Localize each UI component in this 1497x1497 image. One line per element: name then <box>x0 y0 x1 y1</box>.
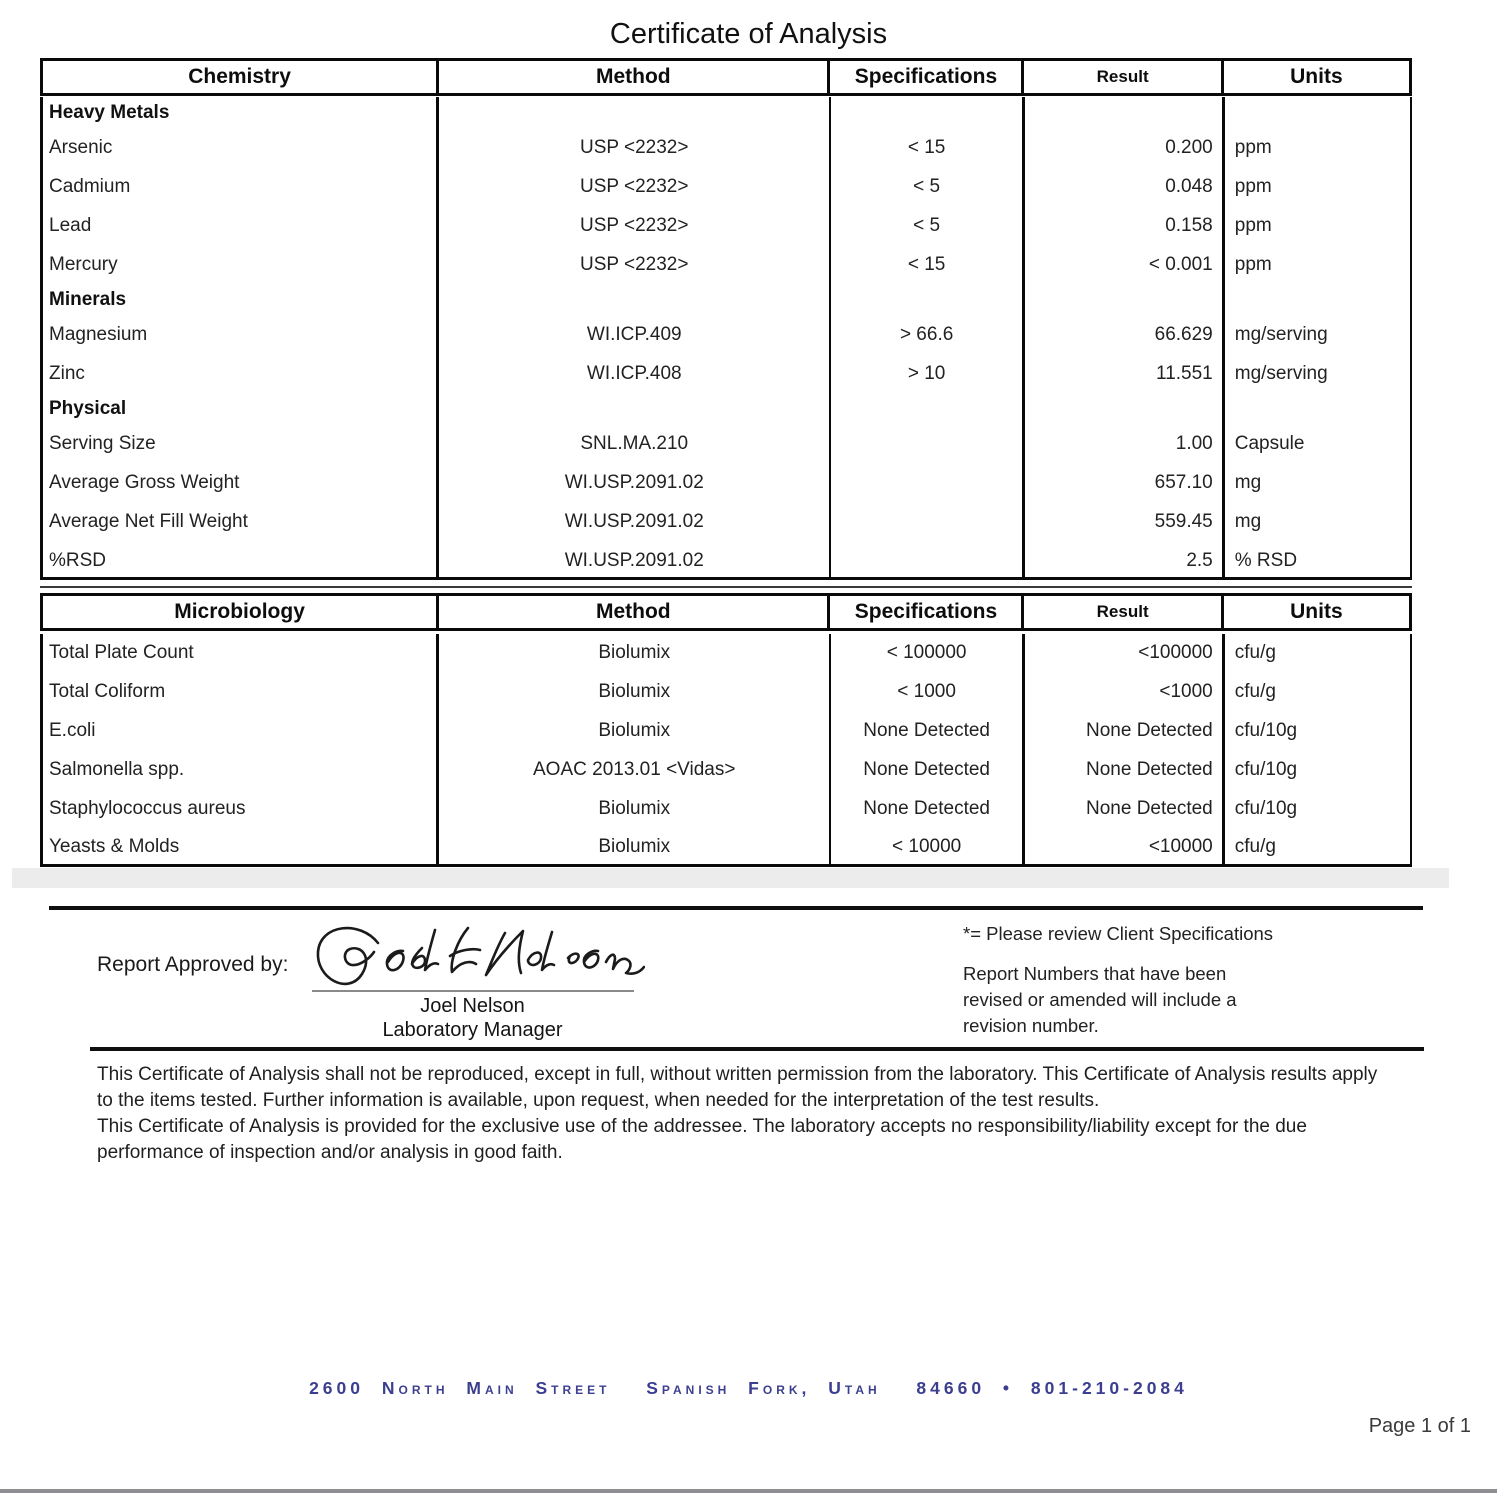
column-header-chemistry: Chemistry <box>43 61 439 93</box>
approver-name: Joel Nelson <box>420 995 525 1017</box>
cell-parameter: Yeasts & Molds <box>43 828 439 867</box>
cell-method: USP <2232> <box>439 206 831 245</box>
cell-result: None Detected <box>1025 789 1225 828</box>
cell-units: mg/serving <box>1234 323 1328 345</box>
cell-result: 559.45 <box>1025 502 1225 541</box>
cell-result: < 0.001 <box>1025 245 1225 284</box>
cell-method: AOAC 2013.01 <Vidas> <box>439 750 831 789</box>
table-row <box>43 673 1410 712</box>
table-section-row <box>43 284 1410 315</box>
cell-result: 657.10 <box>1025 463 1225 502</box>
table-row <box>43 167 1410 206</box>
cell-units: cfu/g <box>1234 836 1276 858</box>
cell-method: Biolumix <box>439 828 831 867</box>
cell-section-title: Heavy Metals <box>43 97 439 128</box>
approver-title: Laboratory Manager <box>382 1019 563 1041</box>
cell-method: Biolumix <box>439 673 831 712</box>
cell-parameter: Arsenic <box>43 128 439 167</box>
cell-specification: > 66.6 <box>831 315 1025 354</box>
cell-result: <10000 <box>1025 828 1225 867</box>
cell-units: Capsule <box>1234 432 1305 454</box>
table-row <box>43 424 1410 463</box>
cell-method: Biolumix <box>439 789 831 828</box>
cell-result: 11.551 <box>1025 354 1225 393</box>
bottom-edge-line <box>0 1489 1497 1493</box>
column-header-result: Result <box>1024 61 1223 93</box>
cell-result: 0.048 <box>1025 167 1225 206</box>
cell-specification <box>831 424 1025 463</box>
cell-method: WI.ICP.409 <box>439 315 831 354</box>
table-row <box>43 128 1410 167</box>
table-row <box>43 245 1410 284</box>
table-row <box>43 541 1410 580</box>
cell-parameter: Cadmium <box>43 167 439 206</box>
table-section-row <box>43 393 1410 424</box>
cell-specification <box>831 463 1025 502</box>
table-row <box>43 712 1410 751</box>
cell-specification: None Detected <box>831 712 1025 751</box>
cell-parameter: Serving Size <box>43 424 439 463</box>
cell-method: WI.ICP.408 <box>439 354 831 393</box>
cell-parameter: %RSD <box>43 541 439 580</box>
revision-note: Report Numbers that have been revised or amended will include a revision number. <box>963 963 1237 1036</box>
cell-units: ppm <box>1234 175 1272 197</box>
chemistry-table-bottom-rule <box>40 586 1412 588</box>
cell-specification <box>831 502 1025 541</box>
signature-underline <box>312 990 634 992</box>
cell-units: cfu/10g <box>1234 797 1298 819</box>
cell-result: 2.5 <box>1025 541 1225 580</box>
cell-units: ppm <box>1234 253 1272 275</box>
cell-parameter: Magnesium <box>43 315 439 354</box>
cell-parameter: Lead <box>43 206 439 245</box>
cell-units: mg/serving <box>1234 362 1328 384</box>
cell-specification: < 15 <box>831 128 1025 167</box>
cell-specification: < 100000 <box>831 634 1025 673</box>
cell-specification: None Detected <box>831 789 1025 828</box>
column-header-method: Method <box>439 61 830 93</box>
cell-units: cfu/10g <box>1234 758 1298 780</box>
cell-specification: None Detected <box>831 750 1025 789</box>
disclaimer-paragraph-2: This Certificate of Analysis is provided for the exclusive use of the addressee. The laboratory accepts no responsibility/liability except for the due performance of inspection and/or analysis in good faith. <box>97 1116 1307 1163</box>
cell-specification: > 10 <box>831 354 1025 393</box>
cell-specification: < 5 <box>831 206 1025 245</box>
table-row <box>43 354 1410 393</box>
page-number: Page 1 of 1 <box>1368 1415 1471 1437</box>
cell-method: USP <2232> <box>439 245 831 284</box>
disclaimer-paragraph-1: This Certificate of Analysis shall not be reproduced, except in full, without written permission from the laboratory. This Certificate of Analysis results apply to the items tested. Further information is available, upon request, when needed for the interpretation of the test results. <box>97 1064 1378 1111</box>
chemistry-table-header <box>40 58 1412 96</box>
cell-method: WI.USP.2091.02 <box>439 463 831 502</box>
cell-method: USP <2232> <box>439 128 831 167</box>
cell-parameter: Average Gross Weight <box>43 463 439 502</box>
cell-result: <1000 <box>1025 673 1225 712</box>
cell-specification: < 1000 <box>831 673 1025 712</box>
cell-method: WI.USP.2091.02 <box>439 541 831 580</box>
table-row <box>43 463 1410 502</box>
scan-shadow-band <box>12 868 1449 888</box>
cell-parameter: Zinc <box>43 354 439 393</box>
cell-section-title: Minerals <box>43 284 439 315</box>
cell-units: mg <box>1234 510 1262 532</box>
cell-specification: < 15 <box>831 245 1025 284</box>
cell-method: Biolumix <box>439 634 831 673</box>
table-row <box>43 750 1410 789</box>
chemistry-table-body <box>40 97 1412 580</box>
cell-units: ppm <box>1234 136 1272 158</box>
cell-section-title: Physical <box>43 393 439 424</box>
cell-result: 1.00 <box>1025 424 1225 463</box>
cell-units: ppm <box>1234 214 1272 236</box>
cell-result: None Detected <box>1025 712 1225 751</box>
cell-result: <100000 <box>1025 634 1225 673</box>
table-section-row <box>43 97 1410 128</box>
divider-rule-top <box>49 906 1423 910</box>
table-row <box>43 634 1410 673</box>
cell-method: Biolumix <box>439 712 831 751</box>
table-row <box>43 206 1410 245</box>
cell-units: % RSD <box>1234 549 1298 571</box>
table-row <box>43 828 1410 867</box>
cell-parameter: Mercury <box>43 245 439 284</box>
page-title: Certificate of Analysis <box>609 18 888 50</box>
table-row <box>43 315 1410 354</box>
disclaimer-text <box>97 1062 1395 1166</box>
table-row <box>43 789 1410 828</box>
column-header-units: Units <box>1290 600 1343 623</box>
cell-units: cfu/g <box>1234 642 1276 664</box>
cell-method: SNL.MA.210 <box>439 424 831 463</box>
column-header-specifications: Specifications <box>830 596 1024 628</box>
cell-parameter: Staphylococcus aureus <box>43 789 439 828</box>
cell-parameter: Total Plate Count <box>43 634 439 673</box>
cell-method: USP <2232> <box>439 167 831 206</box>
cell-specification: < 10000 <box>831 828 1025 867</box>
client-specifications-note: *= Please review Client Specifications <box>963 923 1274 944</box>
column-header-microbiology: Microbiology <box>43 596 439 628</box>
column-header-units: Units <box>1290 65 1343 88</box>
column-header-result: Result <box>1024 596 1223 628</box>
column-header-method: Method <box>439 596 830 628</box>
cell-result: 0.158 <box>1025 206 1225 245</box>
column-header-specifications: Specifications <box>830 61 1024 93</box>
cell-result: 66.629 <box>1025 315 1225 354</box>
cell-parameter: Average Net Fill Weight <box>43 502 439 541</box>
cell-specification: < 5 <box>831 167 1025 206</box>
cell-parameter: Salmonella spp. <box>43 750 439 789</box>
cell-method: WI.USP.2091.02 <box>439 502 831 541</box>
microbiology-table-header <box>40 593 1412 631</box>
microbiology-table-body <box>40 634 1412 867</box>
report-approved-by-label: Report Approved by: <box>97 953 289 976</box>
lab-address-footer: 2600 North Main Street Spanish Fork, Utah 84660 • 801-210-2084 <box>309 1378 1188 1398</box>
cell-units: cfu/g <box>1234 681 1276 703</box>
cell-units: cfu/10g <box>1234 719 1298 741</box>
table-row <box>43 502 1410 541</box>
divider-rule-bottom <box>90 1047 1424 1051</box>
cell-parameter: E.coli <box>43 712 439 751</box>
cell-specification <box>831 541 1025 580</box>
cell-parameter: Total Coliform <box>43 673 439 712</box>
cell-units: mg <box>1234 471 1262 493</box>
cell-result: None Detected <box>1025 750 1225 789</box>
cell-result: 0.200 <box>1025 128 1225 167</box>
